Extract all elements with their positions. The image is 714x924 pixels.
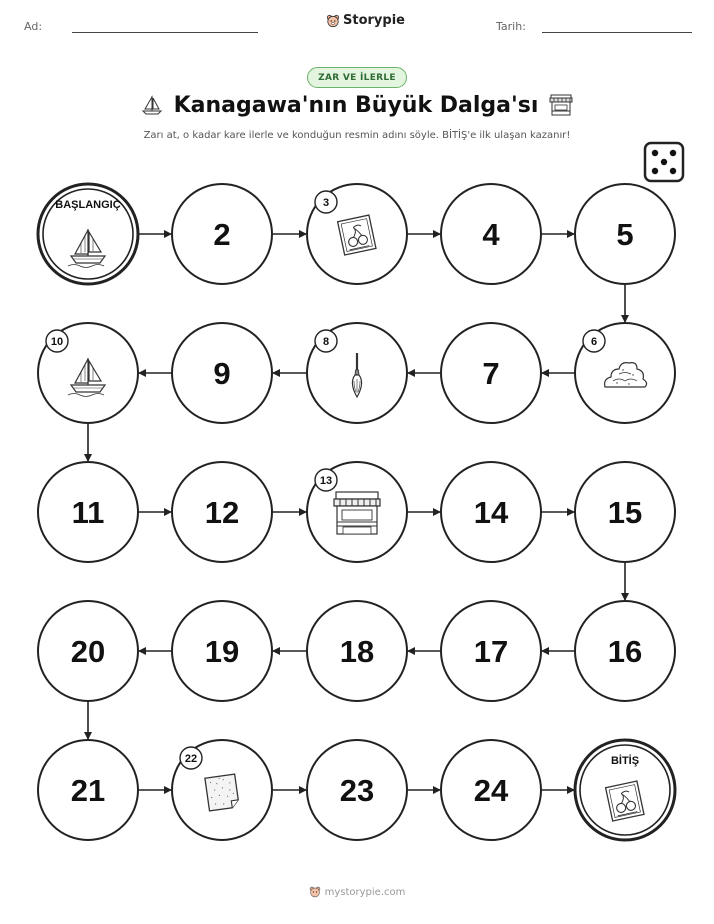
cell-number: 14 (473, 495, 509, 530)
board-cell-10 (38, 323, 138, 423)
cell-number-badge: 8 (322, 336, 330, 348)
cell-number: 18 (339, 634, 375, 669)
board-cell-9 (172, 323, 272, 423)
board-cell-2 (172, 184, 272, 284)
footer (0, 886, 714, 898)
cell-number-badge: 6 (590, 336, 598, 348)
cherry-box-icon (606, 781, 644, 821)
board-cell-15 (575, 462, 675, 562)
cell-number: 5 (616, 217, 634, 252)
board-cell-12 (172, 462, 272, 562)
board-cell-17 (441, 601, 541, 701)
cell-number: 19 (204, 634, 240, 669)
footer-url: mystorypie.com (324, 886, 406, 898)
cell-number-badge: 22 (184, 753, 198, 765)
finish-label: BİTİŞ (610, 755, 640, 767)
cell-number: 23 (339, 773, 375, 808)
game-type-badge: ZAR VE İLERLE (307, 67, 407, 88)
instructions: Zarı at, o kadar kare ilerle ve konduğun resmin adını söyle. BİTİŞ'e ilk ulaşan kazanır! (143, 130, 571, 141)
board-cell-3 (307, 184, 407, 284)
cell-number-badge: 3 (322, 197, 330, 209)
board-cell-6 (575, 323, 675, 423)
cell-number-badge: 10 (50, 336, 64, 348)
board-cell-22 (172, 740, 272, 840)
board-cells (38, 184, 675, 840)
cherry-box-icon (338, 215, 376, 255)
board-cell-1 (38, 184, 138, 284)
paper-sheet-icon (205, 774, 239, 811)
board-cell-14 (441, 462, 541, 562)
board-cell-4 (441, 184, 541, 284)
board-cell-21 (38, 740, 138, 840)
cell-number: 21 (70, 773, 106, 808)
start-label: BAŞLANGIÇ (55, 199, 121, 211)
cell-number: 4 (482, 217, 500, 252)
cell-number: 7 (482, 356, 500, 391)
cell-number-badge: 13 (319, 475, 333, 487)
board-cell-18 (307, 601, 407, 701)
cell-number: 15 (607, 495, 643, 530)
board-cell-8 (307, 323, 407, 423)
cell-number: 9 (213, 356, 231, 391)
board-cell-19 (172, 601, 272, 701)
cell-number: 24 (473, 773, 509, 808)
page-title: Kanagawa'nın Büyük Dalga'sı (173, 92, 539, 118)
cell-number: 17 (473, 634, 509, 669)
name-label: Ad: (24, 20, 43, 33)
board-cell-25 (575, 740, 675, 840)
date-label: Tarih: (496, 20, 526, 33)
brand-name: Storypie (343, 13, 405, 28)
bear-mascot-icon (309, 886, 321, 898)
board-cell-11 (38, 462, 138, 562)
board-cell-20 (38, 601, 138, 701)
cell-number: 12 (204, 495, 240, 530)
board-cell-13 (307, 462, 407, 562)
board-cell-7 (441, 323, 541, 423)
market-stall-icon (334, 492, 380, 534)
cell-number: 16 (607, 634, 643, 669)
board-cell-23 (307, 740, 407, 840)
cell-number: 20 (70, 634, 106, 669)
cell-number: 2 (213, 217, 231, 252)
board-cell-16 (575, 601, 675, 701)
board-cell-24 (441, 740, 541, 840)
cell-number: 11 (71, 495, 105, 530)
board-cell-5 (575, 184, 675, 284)
